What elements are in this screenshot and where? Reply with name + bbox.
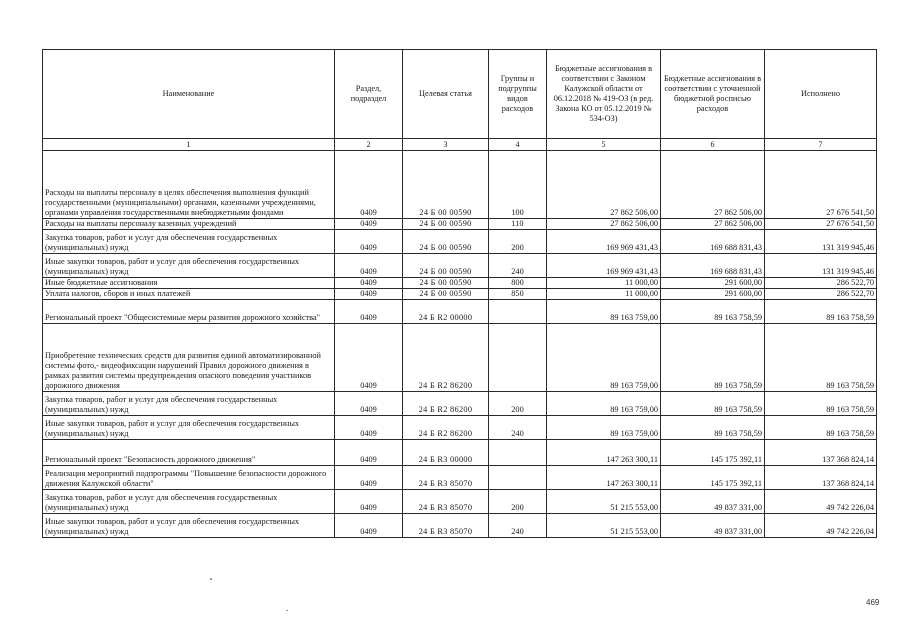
row-group: 240 xyxy=(489,254,547,278)
column-number-row xyxy=(43,139,877,151)
column-number: 3 xyxy=(403,139,489,151)
row-section: 0409 xyxy=(335,289,403,300)
row-refined-amount: 145 175 392,11 xyxy=(661,440,765,466)
row-name: Закупка товаров, работ и услуг для обеспечения государственных (муниципальных) нужд xyxy=(43,230,335,254)
row-law-amount: 11 000,00 xyxy=(547,278,661,289)
column-number: 4 xyxy=(489,139,547,151)
row-executed-amount: 286 522,70 xyxy=(765,289,877,300)
row-refined-amount: 27 862 506,00 xyxy=(661,219,765,230)
row-law-amount: 89 163 759,00 xyxy=(547,300,661,324)
row-target: 24 Б 00 00590 xyxy=(403,254,489,278)
row-executed-amount: 131 319 945,46 xyxy=(765,230,877,254)
table-row xyxy=(43,300,877,324)
column-number: 2 xyxy=(335,139,403,151)
row-executed-amount: 89 163 758,59 xyxy=(765,416,877,440)
row-law-amount: 169 969 431,43 xyxy=(547,230,661,254)
row-name: Иные закупки товаров, работ и услуг для обеспечения государственных (муниципальных) нужд xyxy=(43,514,335,538)
row-executed-amount: 137 368 824,14 xyxy=(765,440,877,466)
table-row xyxy=(43,440,877,466)
header-refined: Бюджетные ассигнования в соответствии с уточненной бюджетной росписью расходов xyxy=(661,50,765,139)
row-name: Приобретение технических средств для развития единой автоматизированной системы фото,- видеофиксации нарушений Правил дорожного движения в рамках развития системы предупреждения опасного поведения участников дорожного движения xyxy=(43,324,335,392)
header-executed: Исполнено xyxy=(765,50,877,139)
row-group: 200 xyxy=(489,392,547,416)
row-section: 0409 xyxy=(335,219,403,230)
row-name: Региональный проект "Безопасность дорожного движения" xyxy=(43,440,335,466)
row-refined-amount: 49 837 331,00 xyxy=(661,514,765,538)
row-target: 24 Б R3 85070 xyxy=(403,490,489,514)
column-number: 7 xyxy=(765,139,877,151)
row-name: Закупка товаров, работ и услуг для обеспечения государственных (муниципальных) нужд xyxy=(43,392,335,416)
table-row xyxy=(43,289,877,300)
row-refined-amount: 49 837 331,00 xyxy=(661,490,765,514)
table-row xyxy=(43,254,877,278)
table-row xyxy=(43,324,877,392)
table-row xyxy=(43,514,877,538)
row-section: 0409 xyxy=(335,440,403,466)
row-target: 24 Б R3 85070 xyxy=(403,514,489,538)
row-law-amount: 89 163 759,00 xyxy=(547,392,661,416)
row-section: 0409 xyxy=(335,324,403,392)
row-target: 24 Б R2 86200 xyxy=(403,324,489,392)
row-name: Реализация мероприятий подпрограммы "Повышение безопасности дорожного движения Калужской области" xyxy=(43,466,335,490)
row-target: 24 Б R3 85070 xyxy=(403,466,489,490)
header-target: Целевая статья xyxy=(403,50,489,139)
row-name: Закупка товаров, работ и услуг для обеспечения государственных (муниципальных) нужд xyxy=(43,490,335,514)
row-section: 0409 xyxy=(335,416,403,440)
row-group: 850 xyxy=(489,289,547,300)
row-group: 200 xyxy=(489,230,547,254)
row-target: 24 Б R2 00000 xyxy=(403,300,489,324)
row-name: Расходы на выплаты персоналу в целях обеспечения выполнения функций государственными (муниципальными) органами, казенными учреждениями, органами управления государственными внебюджетными фондами xyxy=(43,151,335,219)
row-executed-amount: 27 676 541,50 xyxy=(765,219,877,230)
row-law-amount: 147 263 300,11 xyxy=(547,440,661,466)
row-law-amount: 169 969 431,43 xyxy=(547,254,661,278)
row-executed-amount: 49 742 226,04 xyxy=(765,514,877,538)
row-refined-amount: 169 688 831,43 xyxy=(661,254,765,278)
row-law-amount: 51 215 553,00 xyxy=(547,514,661,538)
column-number: 1 xyxy=(43,139,335,151)
row-law-amount: 27 862 506,00 xyxy=(547,151,661,219)
row-name: Расходы на выплаты персоналу казенных учреждений xyxy=(43,219,335,230)
row-target: 24 Б 00 00590 xyxy=(403,219,489,230)
header-group: Группы и подгруппы видов расходов xyxy=(489,50,547,139)
row-executed-amount: 89 163 758,59 xyxy=(765,300,877,324)
table-row xyxy=(43,219,877,230)
row-target: 24 Б R3 00000 xyxy=(403,440,489,466)
row-refined-amount: 89 163 758,59 xyxy=(661,416,765,440)
row-law-amount: 89 163 759,00 xyxy=(547,416,661,440)
row-section: 0409 xyxy=(335,466,403,490)
row-executed-amount: 89 163 758,59 xyxy=(765,392,877,416)
row-target: 24 Б 00 00590 xyxy=(403,230,489,254)
table-row xyxy=(43,278,877,289)
table-row xyxy=(43,230,877,254)
row-group: 240 xyxy=(489,514,547,538)
row-refined-amount: 169 688 831,43 xyxy=(661,230,765,254)
table-body xyxy=(43,151,877,538)
row-name: Иные закупки товаров, работ и услуг для обеспечения государственных (муниципальных) нужд xyxy=(43,416,335,440)
row-executed-amount: 27 676 541,50 xyxy=(765,151,877,219)
budget-table xyxy=(42,49,877,538)
row-refined-amount: 291 600,00 xyxy=(661,289,765,300)
row-group: 800 xyxy=(489,278,547,289)
row-group xyxy=(489,300,547,324)
row-target: 24 Б 00 00590 xyxy=(403,278,489,289)
row-law-amount: 147 263 300,11 xyxy=(547,466,661,490)
header-name: Наименование xyxy=(43,50,335,139)
row-target: 24 Б 00 00590 xyxy=(403,151,489,219)
row-refined-amount: 145 175 392,11 xyxy=(661,466,765,490)
row-target: 24 Б R2 86200 xyxy=(403,416,489,440)
column-number: 6 xyxy=(661,139,765,151)
row-executed-amount: 286 522,70 xyxy=(765,278,877,289)
row-group: 200 xyxy=(489,490,547,514)
row-group: 100 xyxy=(489,151,547,219)
row-section: 0409 xyxy=(335,392,403,416)
scan-speck xyxy=(210,578,212,580)
row-law-amount: 89 163 759,00 xyxy=(547,324,661,392)
row-section: 0409 xyxy=(335,514,403,538)
row-executed-amount: 89 163 758,59 xyxy=(765,324,877,392)
row-name: Региональный проект "Общесистемные меры развития дорожного хозяйства" xyxy=(43,300,335,324)
row-group xyxy=(489,440,547,466)
row-section: 0409 xyxy=(335,300,403,324)
row-name: Уплата налогов, сборов и иных платежей xyxy=(43,289,335,300)
row-executed-amount: 49 742 226,04 xyxy=(765,490,877,514)
row-group: 110 xyxy=(489,219,547,230)
scan-speck xyxy=(286,610,288,611)
table-row xyxy=(43,151,877,219)
row-group xyxy=(489,466,547,490)
row-executed-amount: 137 368 824,14 xyxy=(765,466,877,490)
row-section: 0409 xyxy=(335,230,403,254)
page-number: 469 xyxy=(866,598,880,607)
row-section: 0409 xyxy=(335,278,403,289)
table-row xyxy=(43,490,877,514)
table-row xyxy=(43,466,877,490)
table-row xyxy=(43,416,877,440)
row-target: 24 Б R2 86200 xyxy=(403,392,489,416)
row-refined-amount: 27 862 506,00 xyxy=(661,151,765,219)
row-law-amount: 11 000,00 xyxy=(547,289,661,300)
row-name: Иные бюджетные ассигнования xyxy=(43,278,335,289)
header-row xyxy=(43,50,877,139)
header-law: Бюджетные ассигнования в соответствии с Законом Калужской области от 06.12.2018 № 419-ОЗ (в ред. Закона КО от 05.12.2019 № 534-ОЗ) xyxy=(547,50,661,139)
row-name: Иные закупки товаров, работ и услуг для обеспечения государственных (муниципальных) нужд xyxy=(43,254,335,278)
table-row xyxy=(43,392,877,416)
row-refined-amount: 89 163 758,59 xyxy=(661,300,765,324)
row-section: 0409 xyxy=(335,151,403,219)
row-refined-amount: 291 600,00 xyxy=(661,278,765,289)
row-refined-amount: 89 163 758,59 xyxy=(661,392,765,416)
row-target: 24 Б 00 00590 xyxy=(403,289,489,300)
row-section: 0409 xyxy=(335,254,403,278)
row-group xyxy=(489,324,547,392)
row-group: 240 xyxy=(489,416,547,440)
row-law-amount: 27 862 506,00 xyxy=(547,219,661,230)
row-executed-amount: 131 319 945,46 xyxy=(765,254,877,278)
row-refined-amount: 89 163 758,59 xyxy=(661,324,765,392)
column-number: 5 xyxy=(547,139,661,151)
header-section: Раздел, подраздел xyxy=(335,50,403,139)
row-law-amount: 51 215 553,00 xyxy=(547,490,661,514)
row-section: 0409 xyxy=(335,490,403,514)
